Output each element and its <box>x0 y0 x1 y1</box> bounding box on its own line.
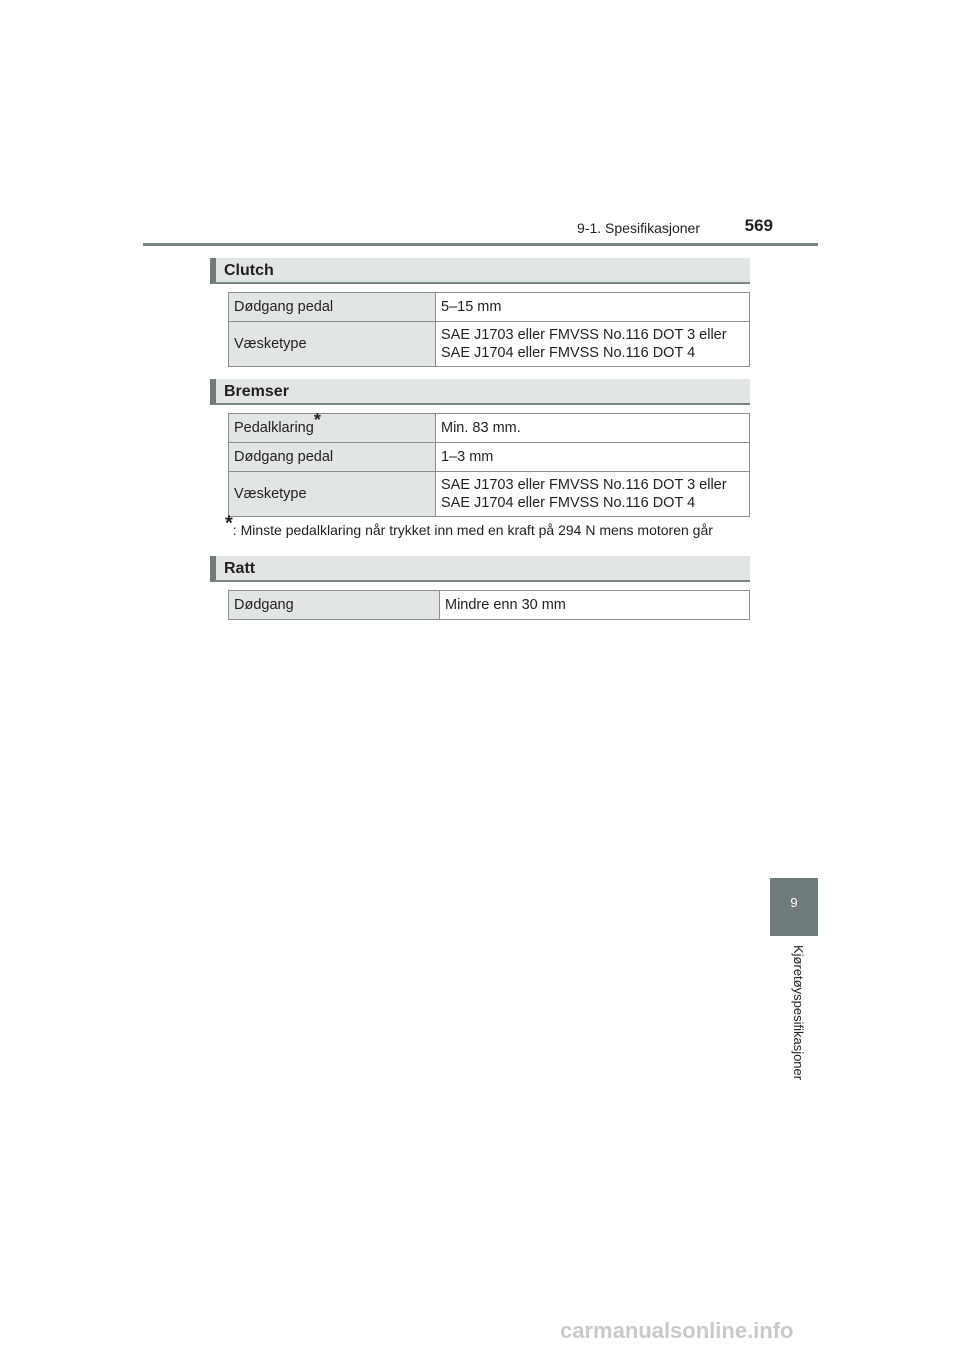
chapter-tab[interactable]: 9 <box>770 878 818 936</box>
brakes-spec-table <box>228 410 750 517</box>
spec-value: Min. 83 mm. <box>436 414 750 443</box>
spec-value: 1–3 mm <box>436 443 750 472</box>
steering-spec-table <box>228 590 750 620</box>
chapter-label: Kjøretøyspesifikasjoner <box>791 945 806 1081</box>
spec-value-line: SAE J1703 eller FMVSS No.116 DOT 3 eller <box>441 327 727 343</box>
spec-value <box>436 472 750 517</box>
table-row <box>229 591 750 620</box>
steering-section-heading <box>210 556 750 582</box>
clutch-title: Clutch <box>224 262 274 279</box>
clutch-spec-table <box>228 292 750 367</box>
page-number: 569 <box>744 216 773 235</box>
table-row <box>229 293 750 322</box>
footnote <box>225 512 713 538</box>
spec-label: Dødgang pedal <box>229 443 436 472</box>
spec-label: Dødgang pedal <box>229 293 436 322</box>
footnote-text: : Minste pedalklaring når trykket inn med en kraft på 294 N mens motoren går <box>232 522 713 538</box>
table-row <box>229 322 750 367</box>
header-divider <box>143 243 818 246</box>
spec-label: Væsketype <box>229 472 436 517</box>
spec-value: Mindre enn 30 mm <box>440 591 750 620</box>
spec-label: Væsketype <box>229 322 436 367</box>
steering-title: Ratt <box>224 560 256 577</box>
table-row <box>229 472 750 517</box>
footnote-marker: * <box>313 410 321 431</box>
watermark: carmanualsonline.info <box>560 1318 794 1343</box>
table-row <box>229 414 750 443</box>
spec-value-line: SAE J1704 eller FMVSS No.116 DOT 4 <box>441 345 696 361</box>
spec-value-line: SAE J1704 eller FMVSS No.116 DOT 4 <box>441 495 696 511</box>
clutch-section-heading <box>210 258 750 284</box>
footnote-marker: * <box>225 512 233 535</box>
spec-value <box>436 322 750 367</box>
section-title: 9-1. Spesifikasjoner <box>577 220 700 236</box>
spec-label <box>229 410 436 443</box>
spec-value: 5–15 mm <box>436 293 750 322</box>
brakes-section-heading <box>210 379 750 405</box>
spec-label-text: Pedalklaring <box>234 420 314 436</box>
spec-label: Dødgang <box>229 591 440 620</box>
brakes-title: Bremser <box>224 383 289 400</box>
table-row <box>229 443 750 472</box>
spec-value-line: SAE J1703 eller FMVSS No.116 DOT 3 eller <box>441 477 727 493</box>
